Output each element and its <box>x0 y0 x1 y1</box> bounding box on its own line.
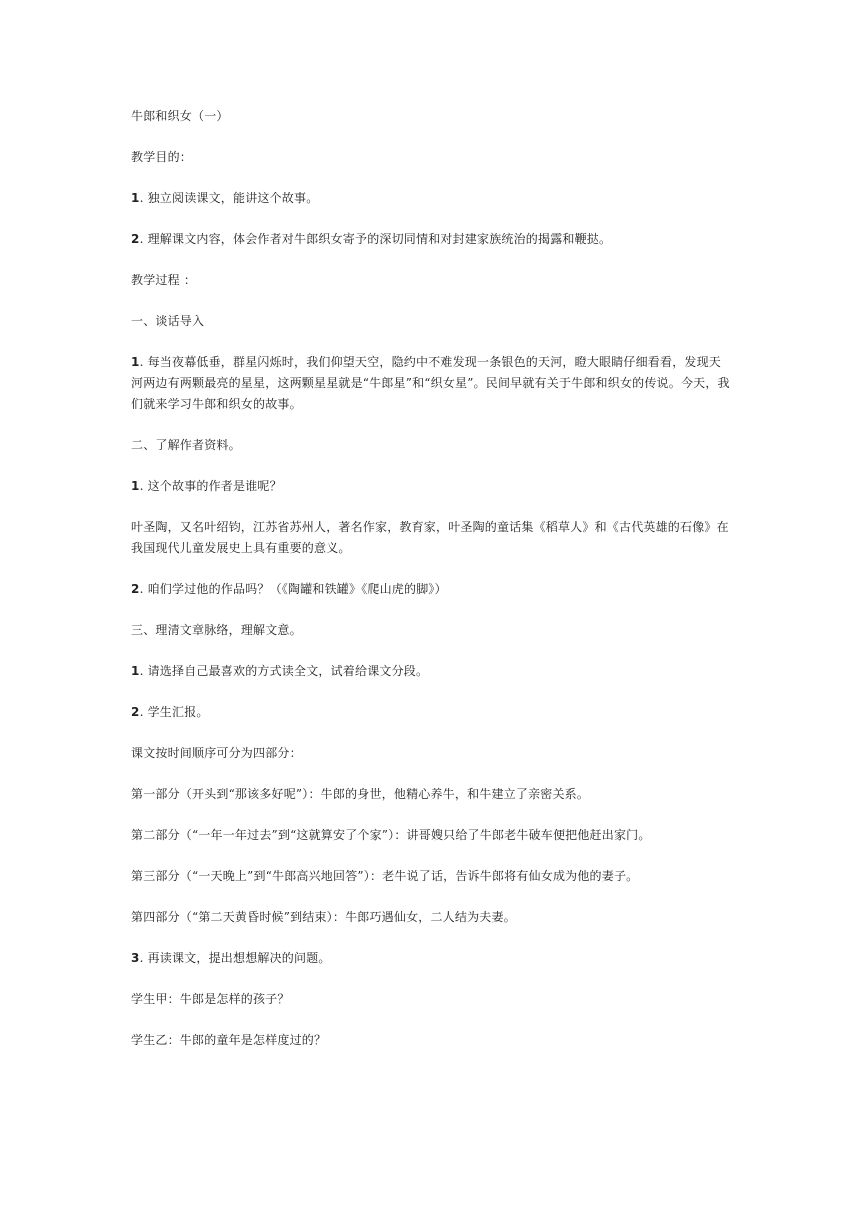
paragraph-student-b <box>131 1030 731 1051</box>
paragraph-text: . 请选择自己最喜欢的方式读全文，试着给课文分段。 <box>139 664 429 678</box>
item-number: 1 <box>131 191 140 205</box>
paragraph-part-3 <box>131 866 731 887</box>
item-number: 2 <box>131 582 140 596</box>
section-heading-intro <box>131 311 731 332</box>
paragraph-structure-1 <box>131 661 731 682</box>
document-body <box>131 106 731 1071</box>
paragraph-author-bio <box>131 517 731 559</box>
paragraph-part-1 <box>131 784 731 805</box>
paragraph-text: 叶圣陶，又名叶绍钧，江苏省苏州人，著名作家，教育家，叶圣陶的童话集《稻草人》和《古代英雄的石像》在我国现代儿童发展史上具有重要的意义。 <box>131 520 729 555</box>
item-number: 1 <box>131 479 140 493</box>
paragraph-part-2 <box>131 825 731 846</box>
paragraph-text: 教学目的： <box>131 150 193 164</box>
paragraph-goal-2 <box>131 229 731 250</box>
paragraph-structure-2 <box>131 702 731 723</box>
item-number: 2 <box>131 232 140 246</box>
paragraph-text: . 学生汇报。 <box>139 705 209 719</box>
paragraph-text: 教学过程 ： <box>131 273 197 287</box>
paragraph-text: . 再读课文，提出想想解决的问题。 <box>139 951 331 965</box>
paragraph-teaching-goals-heading <box>131 147 731 168</box>
paragraph-goal-1 <box>131 188 731 209</box>
paragraph-intro-1 <box>131 352 731 415</box>
paragraph-parts-intro <box>131 743 731 764</box>
paragraph-author-q1 <box>131 476 731 497</box>
paragraph-text: 一、谈话导入 <box>131 314 205 328</box>
paragraph-text: 学生乙：牛郎的童年是怎样度过的？ <box>131 1033 327 1047</box>
paragraph-text: 第一部分（开头到“那该多好呢”）：牛郎的身世，他精心养牛，和牛建立了亲密关系。 <box>131 787 590 801</box>
paragraph-text: 学生甲：牛郎是怎样的孩子？ <box>131 992 290 1006</box>
paragraph-text: 二、了解作者资料。 <box>131 438 241 452</box>
paragraph-text: 课文按时间顺序可分为四部分： <box>131 746 302 760</box>
paragraph-text: . 这个故事的作者是谁呢？ <box>139 479 282 493</box>
paragraph-student-a <box>131 989 731 1010</box>
paragraph-text: 第三部分（“一天晚上”到“牛郎高兴地回答”）：老牛说了话，告诉牛郎将有仙女成为他的妻子。 <box>131 869 639 883</box>
paragraph-text: . 理解课文内容，体会作者对牛郎织女寄予的深切同情和对封建家族统治的揭露和鞭挞。 <box>139 232 612 246</box>
item-number: 1 <box>131 664 140 678</box>
section-heading-author <box>131 435 731 456</box>
paragraph-text: . 独立阅读课文，能讲这个故事。 <box>139 191 319 205</box>
document-title: 牛郎和织女（一） <box>131 109 229 123</box>
item-number: 3 <box>131 951 140 965</box>
paragraph-process-heading <box>131 270 731 291</box>
item-number: 2 <box>131 705 140 719</box>
paragraph-text: . 每当夜幕低垂，群星闪烁时，我们仰望天空，隐约中不难发现一条银色的天河，瞪大眼睛仔细看看，发现天河两边有两颗最亮的星星，这两颗星星就是“牛郎星”和“织女星”。民间早就有关于牛郎和织女的传说。今天，我们就来学习牛郎和织女的故事。 <box>131 355 730 411</box>
paragraph-part-4 <box>131 907 731 928</box>
paragraph-author-q2 <box>131 579 731 600</box>
item-number: 1 <box>131 355 140 369</box>
section-heading-structure <box>131 620 731 641</box>
paragraph-text: 三、理清文章脉络，理解文意。 <box>131 623 302 637</box>
paragraph-structure-3 <box>131 948 731 969</box>
paragraph-text: 第四部分（“第二天黄昏时候”到结束）：牛郎巧遇仙女，二人结为夫妻。 <box>131 910 516 924</box>
paragraph-text: . 咱们学过他的作品吗？（《陶罐和铁罐》《爬山虎的脚》） <box>139 582 447 596</box>
paragraph-text: 第二部分（“一年一年过去”到“这就算安了个家”）：讲哥嫂只给了牛郎老牛破车便把他赶出家门。 <box>131 828 651 842</box>
